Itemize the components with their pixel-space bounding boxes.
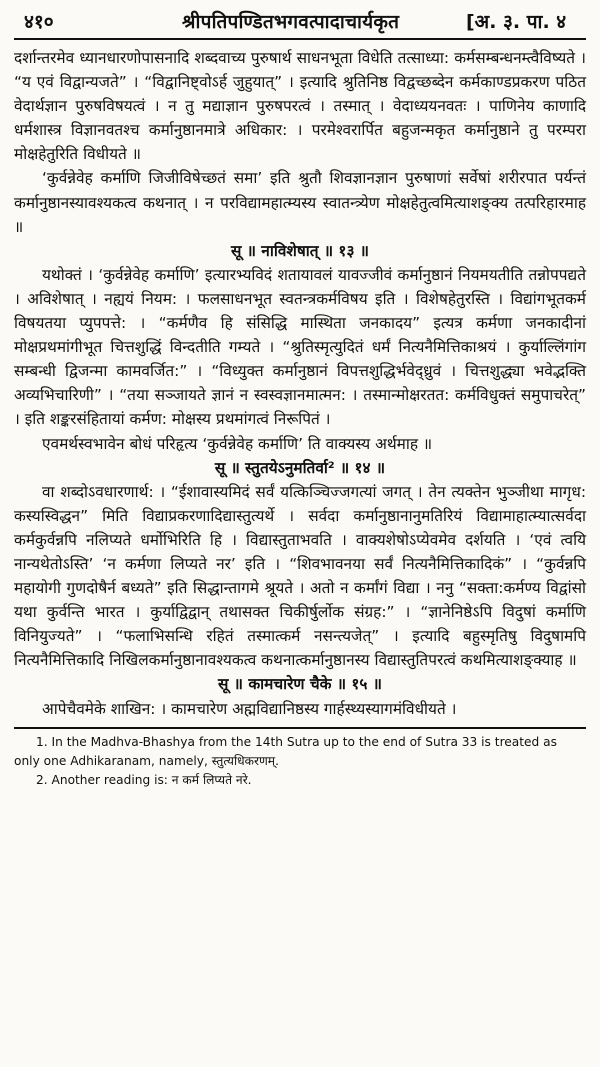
paragraph: यथोक्तं । ‘कुर्वन्नेवेह कर्माणि’ इत्यारभ्यविदं शतायावलं यावज्जीवं कर्मानुष्ठानं नियमयतीति तन्नोपपद्यते । अविशेषात् । नह्ययं नियम: । फलसाधनभूत स्वतन्त्रकर्मविषय इति । विशेषहेतुरस्ति । विद्यांगभूतकर्म विषयतया प्युपपत्ते: । “कर्मणैव हि संसिद्धि मास्थिता जनकादय” इत्यत्र कर्मणा जनकादीनां मोक्षप्रथमांगीभूत चित्तशुद्धिं विन्दतीति गम्यते । “श्रुतिस्मृत्युदितं धर्मं नित्यनैमित्तिकाश्रयं । कुर्याल्लिंगांग सम्बन्धी द्विजन्मा कामवर्जित:” । “विध्युक्त कर्मानुष्ठानं विपत्तशुद्धिर्भवेद्ध्रुवं । चित्तशुद्ध्या भवेद्भक्ति अव्यभिचारिणी” । “तया सञ्जायते ज्ञानं न स्वस्वज्ञानमात्मन: । तस्मान्मोक्षरतत: कर्मविधुक्तं समुपाचरेत्” । इति शङ्करसंहितायां कर्मण: मोक्षस्य प्रथमांगत्वं निरूपितं । [14,265,586,429]
header-rule [14,38,586,40]
paragraph: दर्शान्तरमेव ध्यानधारणोपासनादि शब्दवाच्य पुरुषार्थ साधनभूता विधेति तत्साध्या: कर्मसम्बन्धनम्त्वैविष्यते । “य एवं विद्वान्यजते” । “विद्वानिष्ट्वोऽर्ह जुहुयात्” । इत्यादि श्रुतिनिष्ठ विद्वच्छब्देन कर्मकाण्डप्रकरण पठित वेदार्थज्ञान पुरुषविषयत्वं । न तु मद्याज्ञान पुरुषपरत्वं । तस्मात् । वेदाध्ययनवतः । पाणिनेय काणादि धर्मशास्त्र विज्ञानवतश्च कर्मानुष्ठानमात्रे अधिकार: । परमेश्वरार्पित बहुजन्मकृत कर्मानुष्ठाने तु परम्परा मोक्षहेतुरिति विधीयते ॥ [14,49,586,164]
paragraph: ‘कुर्वन्नेवेह कर्माणि जिजीविषेच्छतं समा’ इति श्रुतौ शिवज्ञानज्ञान पुरुषाणां सर्वेषां शरीरपात पर्यन्तं कर्मानुष्ठानस्यावश्यकत्व कथनात् । न परविद्यामहात्म्यस्य स्वातन्त्र्येण मोक्षहेतुत्वमित्याशङ्क्य तत्परिहारमाह ॥ [14,169,586,236]
footnote [14,733,586,771]
paragraph: आपेचैवमेके शाखिन: । कामचारेण अह्मविद्यानिष्ठस्य गार्हस्थ्यस्यागमंविधीयते । [42,699,457,718]
footnote-rule [14,727,586,729]
paragraph: वा शब्दोऽवधारणार्थ: । “ईशावास्यमिदं सर्वं यत्किञ्चिज्जगत्यां जगत् । तेन त्यक्तेन भुञ्जीथा मागृध: कस्यस्विद्धन” मिति विद्याप्रकरणादिद्यास्तुत्यर्थे । सर्वदा कर्मानुष्ठानानुमतिरियं विद्यामाहात्म्यात्सर्वदा कर्मकुर्वन्नपि नलिप्यते धर्मोभिरिति हि । विद्यास्तुताभवति । वाक्यशेषोऽप्येवमेव दर्शयति । ‘एवं त्वयि नान्यथेतोऽस्ति’ ‘न कर्मणा लिप्यते नर’ इति । “शिवभावनया सर्वं नित्यनैमित्तिकादिकं” । “कुर्वन्नपि महायोगी गुणदोषैर्न बध्यते” इति सिद्धान्तागमे श्रूयते । अतो न कर्मांगं विद्या । ननु “सक्ता:कर्मण्य विद्वांसो यथा कुर्वन्ति भारत । कुर्याद्विद्वान् तथासक्त चिकीर्षुर्लोक संग्रह:” । “ज्ञानेनिष्ठेऽपि विदुषां कर्माणि विनियुज्यते” । “फलाभिसन्धि रहितं तस्मात्कर्म नसन्त्यजेत्” । इत्यादि बहुस्मृतिषु विदुषामपि नित्यनैमित्तिकादि निखिलकर्मानुष्ठानावश्यकत्व कथनात्कर्मानुष्ठानस्य विद्यास्तुतिपरत्वं कथमित्याशङ्क्याह ॥ [14,482,586,670]
paragraph: एवमर्थस्वभावेन बोधं परिहृत्य ‘कुर्वन्नेवेह कर्माणि’ ति वाक्यस्य अर्थमाह ॥ [42,434,433,453]
footnote [14,771,586,790]
chapter-reference: [अ. ३. पा. ४ [466,11,567,33]
main-text [14,46,586,721]
running-title: श्रीपतिपण्डितभगवत्पादाचार्यकृत [182,11,400,33]
sutra-heading: सू ॥ स्तुतयेऽनुमतिर्वा² ॥ १४ ॥ [214,458,386,477]
sutra-heading: सू ॥ नाविशेषात् ॥ १३ ॥ [230,241,370,260]
page-number: ४१० [24,11,54,33]
footnote-text: 1. In the Madhva-Bhashya from the 14th Sutra up to the end of Sutra 33 is treated as only one Adhikaranam, namely, स्तुत्यधिकरणम्. [14,734,557,768]
page-header [14,6,586,46]
sutra-heading: सू ॥ कामचारेण चैके ॥ १५ ॥ [217,675,382,694]
footnote-text: 2. Another reading is: न कर्म लिप्यते नरे. [36,772,252,787]
